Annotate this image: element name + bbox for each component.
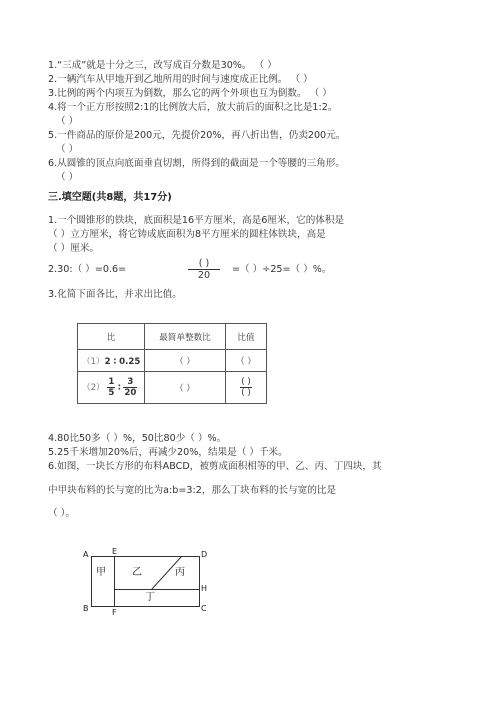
judge-q4: 4.将一个正方形按照2:1的比例放大后，放大前后的面积之比是1:2。 — [48, 102, 338, 113]
fill-q6-line3: （ ）。 — [48, 508, 76, 519]
table-header-simplest: 最简单整数比 — [145, 324, 226, 350]
fill-q2-part2: =（ ）÷25=（ ）%。 — [232, 264, 332, 275]
fraction-b: $\frac{3}{20}$ — [124, 377, 137, 398]
fill-q1-line3: （ ）厘米。 — [48, 243, 100, 254]
label-h: H — [201, 584, 208, 593]
fill-q4: 4.80比50多（ ）%，50比80少（ ）%。 — [48, 433, 227, 444]
fill-q1-line1: 1.一个圆锥形的铁块，底面积是16平方厘米，高是6厘米，它的体积是 — [48, 215, 345, 226]
table-cell-value: （ ） — [226, 350, 267, 372]
label-c: C — [201, 604, 207, 613]
judge-q4-blank: （ ） — [56, 116, 79, 127]
judge-q5-blank: （ ） — [56, 144, 79, 155]
row-index: （1） — [82, 356, 105, 367]
judge-q3: 3.比例的两个内项互为倒数，那么它的两个外项也互为倒数。 （ ） — [48, 88, 332, 99]
judge-q6: 6.从圆锥的顶点向底面垂直切割，所得到的截面是一个等腰的三角形。 — [48, 158, 345, 169]
label-a: A — [83, 550, 89, 559]
label-d: D — [201, 550, 208, 559]
table-cell-simplest: （ ） — [145, 350, 226, 372]
table-cell-simplest: （ ） — [145, 372, 226, 404]
fill-q5: 5.25千米增加20%后，再减少20%，结果是（ ）千米。 — [48, 447, 288, 458]
fill-q6-line1: 6.如图，一块长方形的布料ABCD，被剪成面积相等的甲、乙、丙、丁四块，其 — [48, 461, 382, 472]
row-index: （2） — [82, 383, 105, 393]
label-e: E — [112, 547, 118, 556]
judge-q5: 5.一件商品的原价是200元，先提价20%，再八折出售，仍卖200元。 — [48, 130, 346, 141]
ratio-text: 2 ∶ 0.25 — [104, 356, 141, 367]
judge-q6-blank: （ ） — [56, 172, 79, 183]
fill-q3: 3.化简下面各比，并求出比值。 — [48, 289, 182, 300]
fill-q6-line2: 中甲块布料的长与宽的比为a:b=3:2，那么丁块布料的长与宽的比是 — [48, 485, 337, 496]
piece-bing: 丙 — [175, 567, 185, 578]
fill-q1-line2: （ ）立方厘米，将它铸成底面积为8平方厘米的圆柱体铁块，高是 — [48, 229, 326, 240]
fill-q2-part1: 2.30:（ ）=0.6= — [48, 264, 127, 275]
label-b: B — [83, 604, 89, 613]
section-title: 三.填空题(共8题，共17分) — [48, 192, 172, 203]
table-header-value: 比值 — [226, 324, 267, 350]
label-f: F — [112, 608, 117, 617]
fill-q2-frac-den: 20 — [197, 270, 211, 281]
fill-q2-frac-num: ( ) — [188, 258, 220, 270]
value-fraction: $\frac{( )}{( )}$ — [241, 377, 251, 398]
piece-yi: 乙 — [132, 567, 142, 578]
ratio-colon: ∶ — [118, 383, 121, 393]
judge-q2: 2.一辆汽车从甲地开到乙地所用的时间与速度成正比例。 （ ） — [48, 74, 313, 85]
piece-ding: 丁 — [145, 592, 155, 603]
piece-jia: 甲 — [96, 567, 106, 578]
table-header-ratio: 比 — [78, 324, 145, 350]
judge-q1: 1.“三成”就是十分之三，改写成百分数是30%。 （ ） — [48, 60, 277, 71]
fraction-a: $\frac{1}{5}$ — [108, 377, 115, 398]
